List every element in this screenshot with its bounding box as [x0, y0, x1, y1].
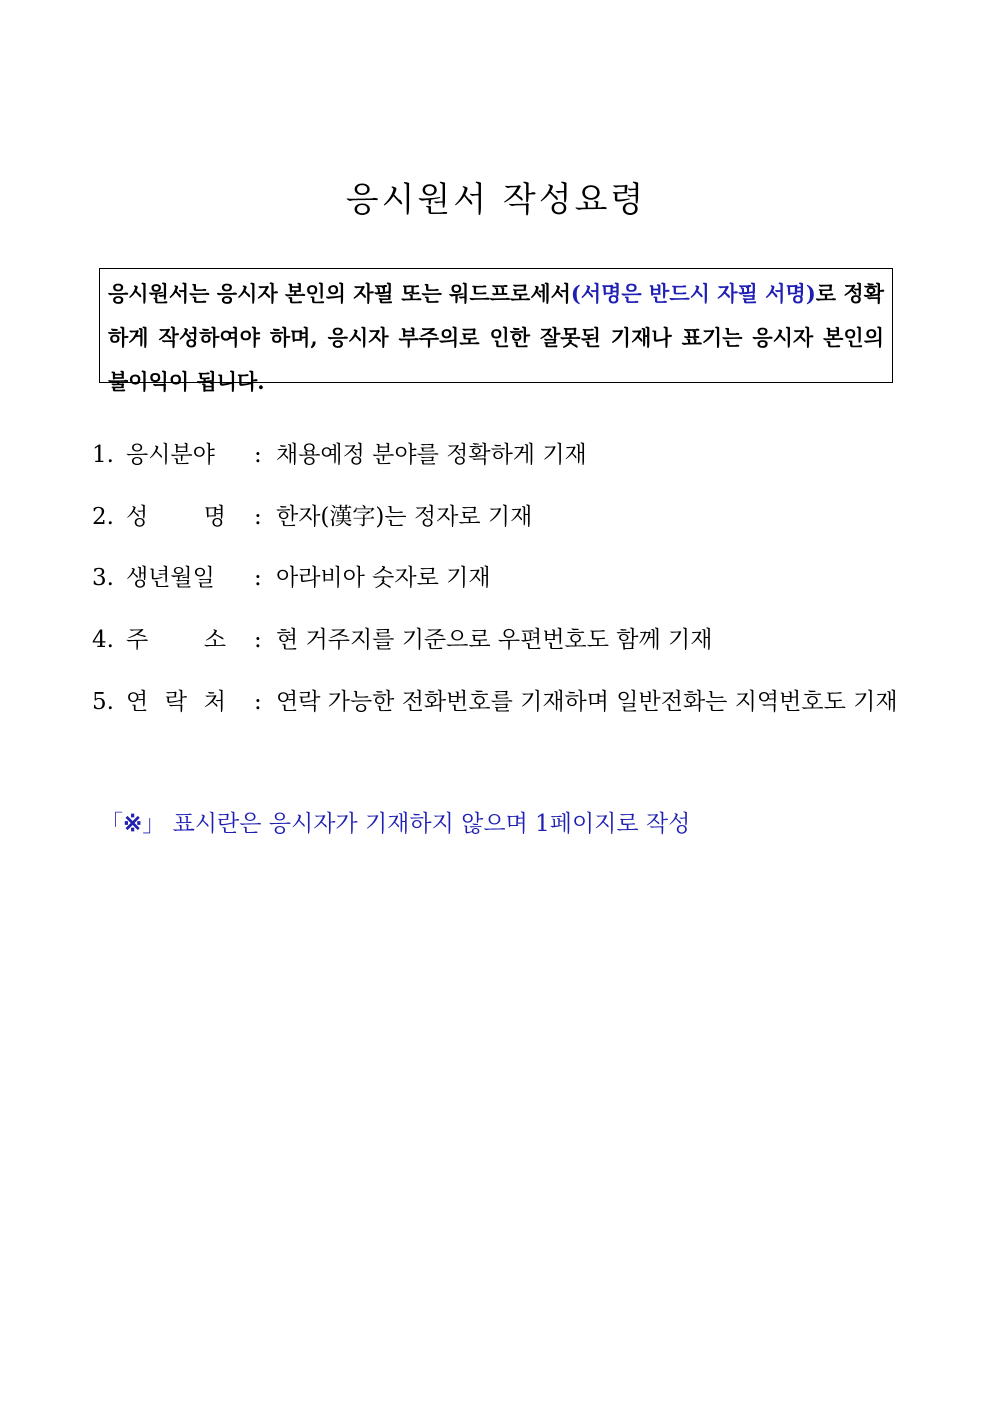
item-label	[126, 621, 226, 654]
item-label	[126, 498, 226, 531]
notice-box	[99, 268, 893, 394]
open-bracket: 「	[100, 811, 123, 837]
item-number: 3.	[92, 565, 114, 591]
item-separator: :	[254, 627, 262, 653]
item-separator: :	[254, 689, 262, 715]
item-label-char: 명	[203, 504, 226, 530]
page-title: 응시원서 작성요령	[345, 180, 647, 220]
item-description: 한자(漢字)는 정자로 기재	[276, 504, 533, 530]
reference-mark-icon: ※	[123, 810, 143, 837]
item-label-char: 처	[203, 689, 226, 715]
item-label: 생년월일	[126, 565, 215, 591]
item-description: 아라비아 숫자로 기재	[276, 565, 491, 591]
item-label	[126, 683, 226, 716]
item-separator: :	[254, 504, 262, 530]
notice-text-part2: 로 정확하게 작성하여야 하며, 응시자 부주의로 인한 잘못된 기재나 표기는 응시자 본인의 불이익이 됩니다.	[108, 281, 885, 394]
instruction-item-3	[92, 559, 491, 592]
item-description: 채용예정 분야를 정확하게 기재	[276, 442, 587, 468]
item-label-char: 소	[203, 627, 226, 653]
item-label: 응시분야	[126, 442, 215, 468]
item-label-char: 락	[164, 689, 188, 715]
instruction-item-2	[92, 498, 532, 531]
instruction-item-4	[92, 621, 712, 654]
instruction-item-1	[92, 436, 587, 469]
item-separator: :	[254, 442, 262, 468]
item-description: 현 거주지를 기준으로 우편번호도 함께 기재	[276, 627, 713, 653]
item-label-char: 주	[126, 627, 149, 653]
instruction-item-5	[92, 683, 898, 716]
notice-text-part1: 응시원서는 응시자 본인의 자필 또는 워드프로세서	[108, 281, 571, 306]
item-label-char: 연	[126, 689, 149, 715]
item-number: 4.	[92, 627, 114, 653]
item-description: 연락 가능한 전화번호를 기재하며 일반전화는 지역번호도 기재	[276, 689, 898, 715]
close-bracket: 」	[142, 811, 166, 837]
footer-text: 표시란은 응시자가 기재하지 않으며 1페이지로 작성	[172, 811, 691, 837]
item-number: 5.	[92, 689, 114, 715]
notice-text-highlight: (서명은 반드시 자필 서명)	[570, 281, 816, 306]
item-label-char: 성	[126, 504, 149, 530]
footer-note	[100, 805, 690, 838]
item-number: 1.	[92, 442, 114, 468]
item-number: 2.	[92, 504, 114, 530]
item-separator: :	[254, 565, 262, 591]
